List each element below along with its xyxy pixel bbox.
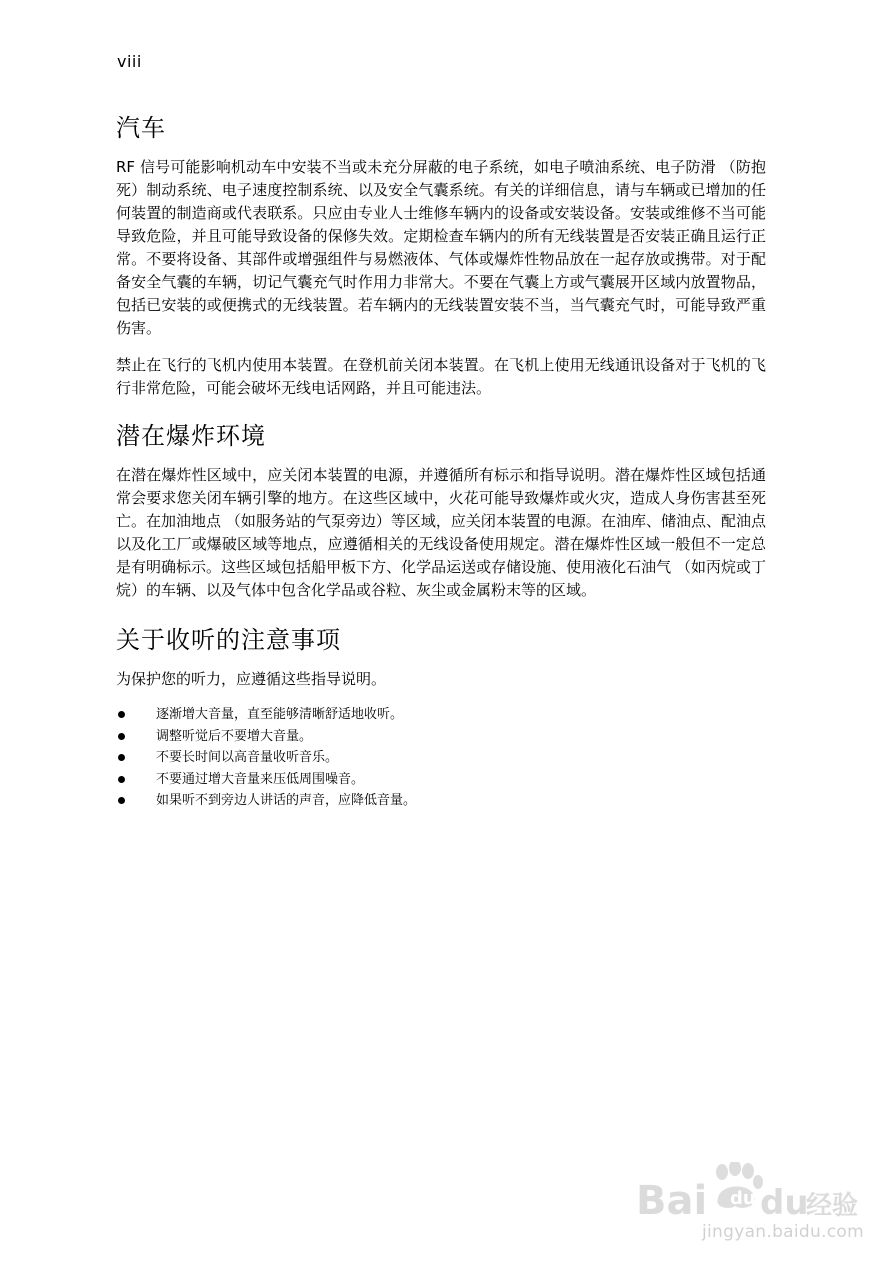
- list-item-text: 不要长时间以高音量收听音乐。: [156, 750, 339, 765]
- section-title-car: 汽车: [116, 114, 166, 142]
- section-title-hearing: 关于收听的注意事项: [116, 626, 341, 654]
- explosive-paragraph: 在潜在爆炸性区域中，应关闭本装置的电源，并遵循所有标示和指导说明。潜在爆炸性区域包括通常会要求您关闭车辆引擎的地方。在这些区域中，火花可能导致爆炸或火灾，造成人身伤害甚至死亡。在加油地点 （如服务站的气泵旁边）等区域，应关闭本装置的电源。在油库、储油点、配油点以及化工厂或爆破区域等地点，应遵循相关的无线设备使用规定。潜在爆炸性区域一般但不一定总是有明确标示。这些区域包括船甲板下方、化学品运送或存储设施、使用液化石油气 （如丙烷或丁烷）的车辆、以及气体中包含化学品或谷粒、灰尘或金属粉末等的区域。: [116, 466, 766, 599]
- list-item-text: 调整听觉后不要增大音量。: [156, 728, 313, 744]
- baidu-logo-icon: [634, 1162, 864, 1222]
- hearing-bullet-list: [116, 704, 766, 812]
- bullet-icon: [118, 733, 125, 740]
- svg-text:du: du: [730, 1188, 756, 1209]
- list-item: [116, 790, 766, 812]
- bullet-icon: [118, 711, 125, 718]
- list-item-text: 如果听不到旁边人讲话的声音，应降低音量。: [156, 793, 417, 808]
- list-item: [116, 769, 766, 791]
- svg-text:经验: 经验: [806, 1191, 859, 1221]
- bullet-icon: [118, 776, 125, 783]
- section-title-explosive: 潜在爆炸环境: [116, 422, 266, 450]
- bullet-icon: [118, 754, 125, 761]
- page-number: viii: [117, 52, 142, 71]
- car-paragraph: RF 信号可能影响机动车中安装不当或未充分屏蔽的电子系统，如电子喷油系统、电子防滑 （防抱死）制动系统、电子速度控制系统、以及安全气囊系统。有关的详细信息，请与车辆或已增加的任何装置的制造商或代表联系。只应由专业人士维修车辆内的设备或安装设备。安装或维修不当可能导致危险，并且可能导致设备的保修失效。定期检查车辆内的所有无线装置是否安装正确且运行正常。不要将设备、其部件或增强组件与易燃液体、气体或爆炸性物品放在一起存放或携带。对于配备安全气囊的车辆，切记气囊充气时作用力非常大。不要在气囊上方或气囊展开区域内放置物品，包括已安装的或便携式的无线装置。若车辆内的无线装置安装不当，当气囊充气时，可能导致严重伤害。: [116, 158, 766, 337]
- list-item: [116, 726, 766, 748]
- svg-text:Bai: Bai: [636, 1178, 708, 1222]
- page-content: [116, 112, 766, 812]
- aircraft-paragraph: 禁止在飞行的飞机内使用本装置。在登机前关闭本装置。在飞机上使用无线通讯设备对于飞机的飞行非常危险，可能会破坏无线电话网路，并且可能违法。: [116, 356, 766, 397]
- list-item-text: 逐渐增大音量，直至能够清晰舒适地收听。: [156, 707, 404, 722]
- hearing-intro: 为保护您的听力，应遵循这些指导说明。: [116, 670, 387, 688]
- list-item: [116, 704, 766, 726]
- list-item: [116, 747, 766, 769]
- list-item-text: 不要通过增大音量来压低周围噪音。: [156, 771, 365, 787]
- svg-text:du: du: [760, 1183, 809, 1222]
- baidu-jingyan-watermark: [634, 1148, 864, 1258]
- watermark-url: jingyan.baidu.com: [702, 1222, 864, 1242]
- bullet-icon: [118, 797, 125, 804]
